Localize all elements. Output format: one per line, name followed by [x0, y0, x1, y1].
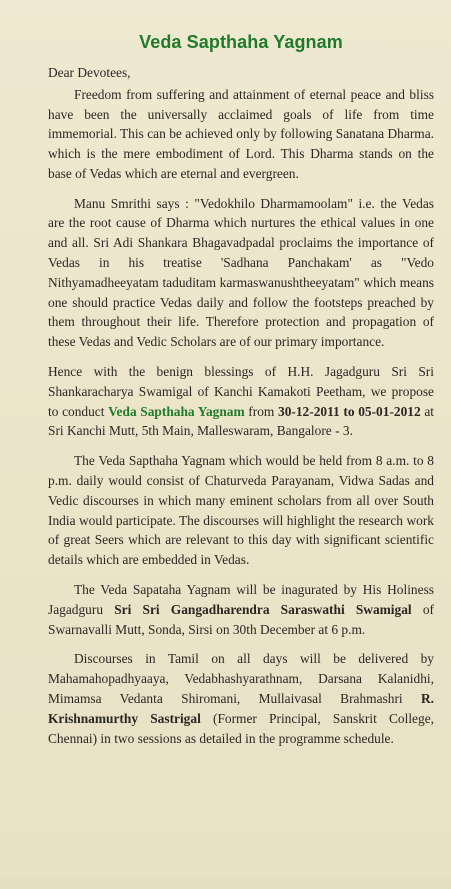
inauguration-details: of Swarnavalli Mutt, Sonda, Sirsi on 30th December at 6 p.m.	[48, 601, 434, 637]
event-venue: at Sri Kanchi Mutt, 5th Main, Malleswaram, Bangalore - 3.	[48, 403, 435, 439]
inaugurator-name: Sri Sri Gangadharendra Saraswathi Swamigal	[114, 601, 412, 617]
discourses-text: Discourses in Tamil on all days will be delivered by Mahamahopadhyaaya, Vedabhashyarathnam, Darsana Kalanidhi, Mimamsa Vedanta Shiromani, Mullaivasal Brahmashri	[48, 651, 434, 707]
event-name: Veda Sapthaha Yagnam	[108, 403, 245, 419]
event-dates: 30-12-2011 to 05-01-2012	[278, 403, 421, 419]
page-bottom-edge	[0, 879, 451, 889]
discourses-details: (Former Principal, Sanskrit College, Chennai) in two sessions as detailed in the programme schedule.	[48, 710, 434, 746]
paragraph-inauguration	[48, 580, 434, 639]
paragraph-discourses	[48, 649, 434, 748]
paragraph-manu-smrithi: Manu Smrithi says : "Vedokhilo Dharmamoolam" i.e. the Vedas are the root cause of Dharma which nurtures the ethical values in one and all. Sri Adi Shankara Bhagavadpadal proclaims the importance of Vedas in his treatise 'Sadhana Panchakam' as "Vedo Nithyamadheeyatam taduditam karmaswanushtheeyatam" which means one should practice Vedas daily and follow the footsteps preached by them throughout their life. Therefore protection and propagation of these Vedas and Vedic Scholars are of our primary importance.	[48, 195, 434, 350]
paragraph-schedule: The Veda Sapthaha Yagnam which would be held from 8 a.m. to 8 p.m. daily would consist of Chaturveda Parayanam, Vidwa Sadas and Vedic discourses in which many eminent scholars from all over South India would participate. The discourses will highlight the research work of great Seers which are relevant to this day with significant scientific details which are embedded in Vedas.	[48, 453, 434, 568]
paragraph-intro: Freedom from suffering and attainment of eternal peace and bliss have been the universally acclaimed goals of life from time immemorial. This can be achieved only by following Sanatana Dharma. which is the mere embodiment of Lord. This Dharma stands on the base of Vedas which are eternal and evergreen.	[48, 86, 434, 181]
page-title: Veda Sapthaha Yagnam	[139, 32, 343, 52]
announcement-text-from: from	[244, 403, 278, 419]
announcement-text: Hence with the benign blessings of H.H. Jagadguru Sri Sri Shankaracharya Swamigal of Kanchi Kamakoti Peetham, we propose to conduct	[48, 364, 434, 419]
salutation: Dear Devotees,	[48, 65, 131, 80]
inauguration-text: The Veda Sapataha Yagnam will be inagurated by His Holiness Jagadguru	[48, 582, 434, 617]
paragraph-announcement	[48, 362, 434, 441]
speaker-name: R. Krishnamurthy Sastrigal	[48, 691, 434, 726]
